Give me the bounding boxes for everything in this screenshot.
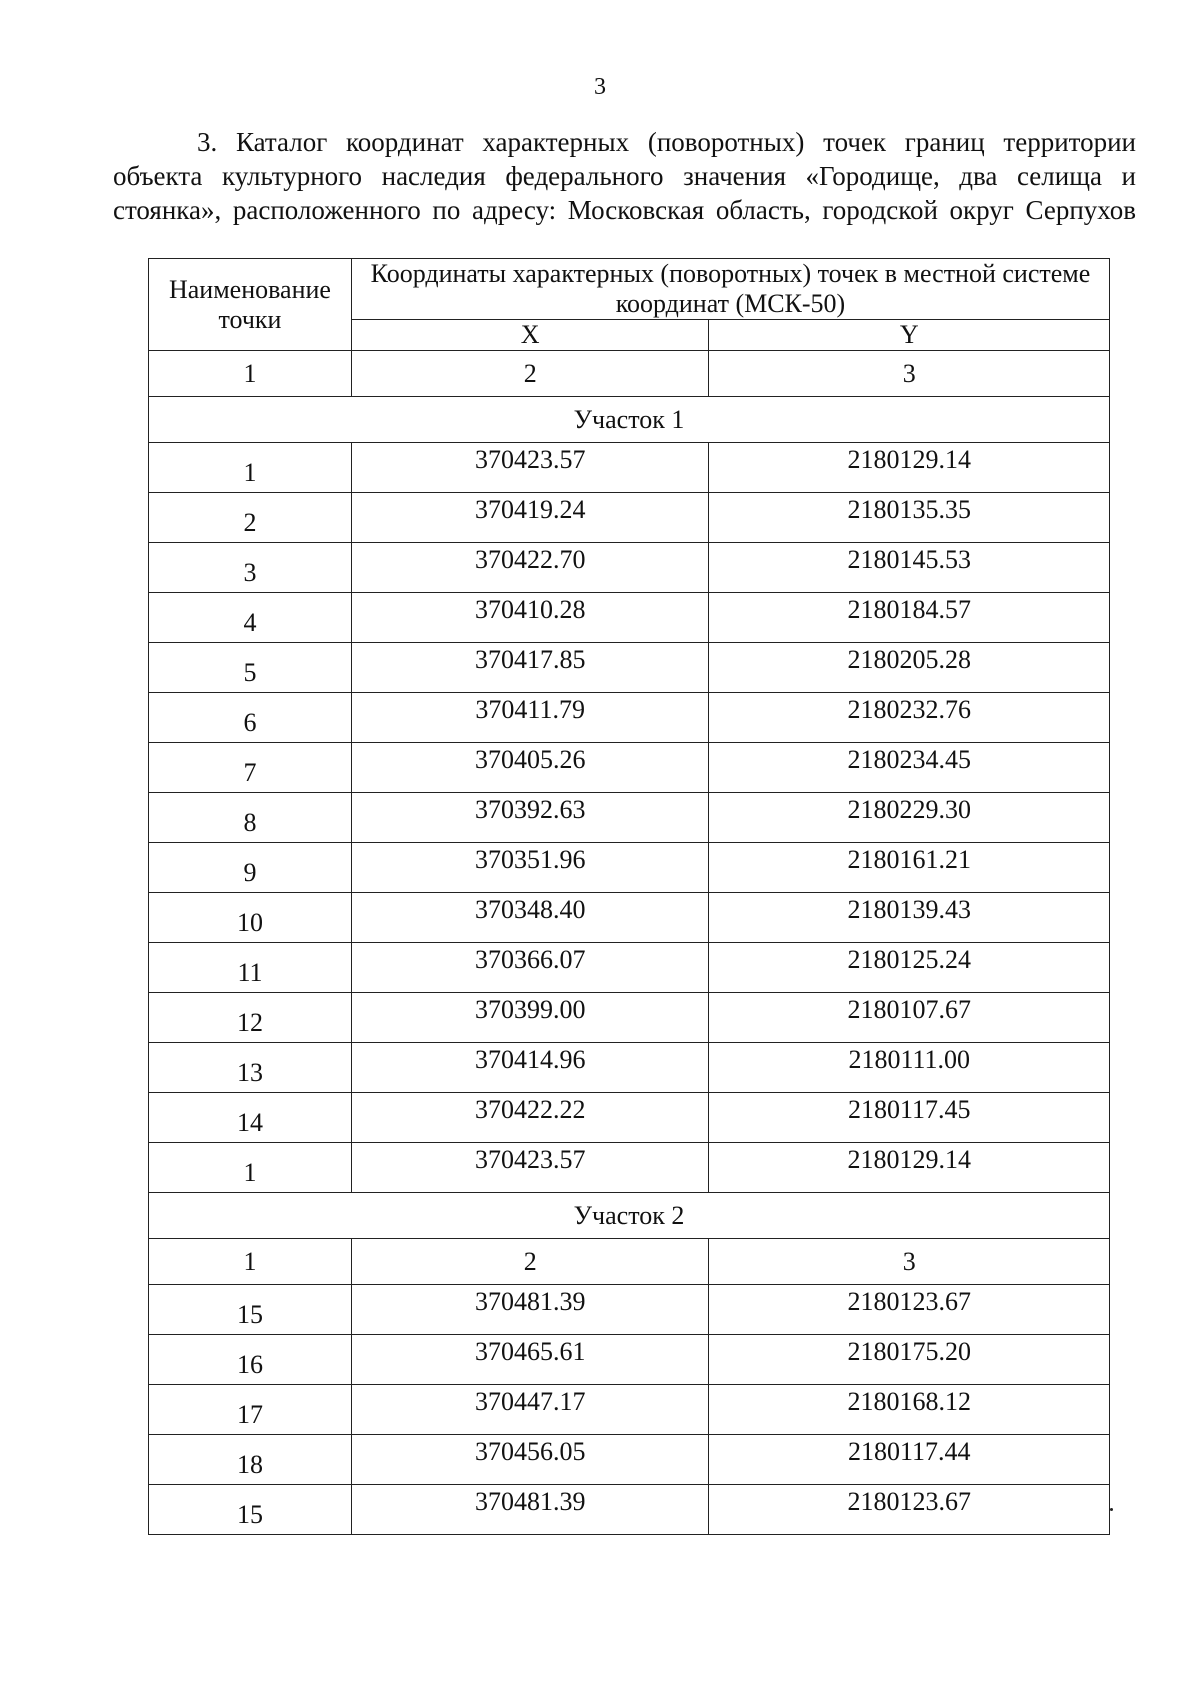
table-row <box>149 443 1110 493</box>
table-row <box>149 643 1110 693</box>
y-coordinate-cell: 2180168.12 <box>709 1385 1110 1435</box>
point-name-cell: 6 <box>149 693 352 743</box>
y-coordinate-cell: 2180184.57 <box>709 593 1110 643</box>
table-row <box>149 843 1110 893</box>
point-name-cell: 18 <box>149 1435 352 1485</box>
point-name-cell: 4 <box>149 593 352 643</box>
x-coordinate-cell: 370392.63 <box>351 793 709 843</box>
page-number: 3 <box>594 74 606 100</box>
y-coordinate-cell: 2180175.20 <box>709 1335 1110 1385</box>
y-coordinate-cell: 2180135.35 <box>709 493 1110 543</box>
y-coordinate-cell: 2180161.21 <box>709 843 1110 893</box>
section-title: Участок 1 <box>149 397 1110 443</box>
x-coordinate-cell: 370414.96 <box>351 1043 709 1093</box>
table-row <box>149 1093 1110 1143</box>
column-number: 3 <box>709 1239 1110 1285</box>
table-row <box>149 493 1110 543</box>
y-coordinate-cell: 2180123.67 <box>709 1485 1110 1535</box>
y-coordinate-cell: 2180125.24 <box>709 943 1110 993</box>
table-row <box>149 1485 1110 1535</box>
column-numbers-row <box>149 351 1110 397</box>
y-coordinate-cell: 2180232.76 <box>709 693 1110 743</box>
y-coordinate-cell: 2180129.14 <box>709 1143 1110 1193</box>
x-coordinate-cell: 370481.39 <box>351 1485 709 1535</box>
table-row <box>149 943 1110 993</box>
point-name-cell: 1 <box>149 1143 352 1193</box>
point-name-cell: 15 <box>149 1485 352 1535</box>
x-coordinate-cell: 370423.57 <box>351 443 709 493</box>
x-coordinate-cell: 370399.00 <box>351 993 709 1043</box>
section-row <box>149 397 1110 443</box>
y-header: Y <box>709 320 1110 351</box>
point-name-cell: 14 <box>149 1093 352 1143</box>
y-coordinate-cell: 2180117.44 <box>709 1435 1110 1485</box>
x-coordinate-cell: 370351.96 <box>351 843 709 893</box>
y-coordinate-cell: 2180205.28 <box>709 643 1110 693</box>
x-coordinate-cell: 370410.28 <box>351 593 709 643</box>
column-number: 3 <box>709 351 1110 397</box>
y-coordinate-cell: 2180117.45 <box>709 1093 1110 1143</box>
column-number: 1 <box>149 1239 352 1285</box>
point-name-cell: 3 <box>149 543 352 593</box>
table-row <box>149 593 1110 643</box>
y-coordinate-cell: 2180129.14 <box>709 443 1110 493</box>
table-row <box>149 1435 1110 1485</box>
x-coordinate-cell: 370423.57 <box>351 1143 709 1193</box>
heading-line-1: 3. Каталог координат характерных (поворотных) точек границ территории <box>197 127 1136 157</box>
y-coordinate-cell: 2180139.43 <box>709 893 1110 943</box>
point-name-cell: 7 <box>149 743 352 793</box>
point-name-cell: 10 <box>149 893 352 943</box>
column-number: 1 <box>149 351 352 397</box>
coordinates-table <box>148 258 1110 1535</box>
table-row <box>149 993 1110 1043</box>
point-name-cell: 1 <box>149 443 352 493</box>
table-row <box>149 1385 1110 1435</box>
catalog-heading <box>113 125 1136 227</box>
section-row <box>149 1193 1110 1239</box>
table-body <box>149 397 1110 1535</box>
column-numbers-row <box>149 1239 1110 1285</box>
x-coordinate-cell: 370411.79 <box>351 693 709 743</box>
y-coordinate-cell: 2180111.00 <box>709 1043 1110 1093</box>
y-coordinate-cell: 2180229.30 <box>709 793 1110 843</box>
table-row <box>149 543 1110 593</box>
point-name-cell: 2 <box>149 493 352 543</box>
x-coordinate-cell: 370422.70 <box>351 543 709 593</box>
y-coordinate-cell: 2180123.67 <box>709 1285 1110 1335</box>
heading-line-3: стоянка», расположенного по адресу: Московская область, городской округ Серпухов <box>113 195 1136 225</box>
x-coordinate-cell: 370348.40 <box>351 893 709 943</box>
y-coordinate-cell: 2180234.45 <box>709 743 1110 793</box>
table-row <box>149 893 1110 943</box>
point-name-cell: 12 <box>149 993 352 1043</box>
heading-line-2: объекта культурного наследия федерального значения «Городище, два селища и <box>113 161 1136 191</box>
x-coordinate-cell: 370366.07 <box>351 943 709 993</box>
table-row <box>149 1043 1110 1093</box>
x-coordinate-cell: 370405.26 <box>351 743 709 793</box>
x-coordinate-cell: 370417.85 <box>351 643 709 693</box>
table-row <box>149 1335 1110 1385</box>
table-row <box>149 1143 1110 1193</box>
coordinates-header: Координаты характерных (поворотных) точек в местной системе координат (МСК-50) <box>351 259 1109 320</box>
table-row <box>149 743 1110 793</box>
column-number: 2 <box>351 1239 709 1285</box>
table-row <box>149 1285 1110 1335</box>
point-name-cell: 16 <box>149 1335 352 1385</box>
point-name-cell: 9 <box>149 843 352 893</box>
x-coordinate-cell: 370422.22 <box>351 1093 709 1143</box>
x-coordinate-cell: 370481.39 <box>351 1285 709 1335</box>
x-coordinate-cell: 370456.05 <box>351 1435 709 1485</box>
x-coordinate-cell: 370447.17 <box>351 1385 709 1435</box>
point-name-cell: 5 <box>149 643 352 693</box>
x-coordinate-cell: 370465.61 <box>351 1335 709 1385</box>
y-coordinate-cell: 2180107.67 <box>709 993 1110 1043</box>
x-header: X <box>351 320 709 351</box>
y-coordinate-cell: 2180145.53 <box>709 543 1110 593</box>
point-name-cell: 13 <box>149 1043 352 1093</box>
table-header <box>149 259 1110 397</box>
table-row <box>149 793 1110 843</box>
column-number: 2 <box>351 351 709 397</box>
point-name-header: Наименование точки <box>149 259 352 351</box>
point-name-cell: 15 <box>149 1285 352 1335</box>
x-coordinate-cell: 370419.24 <box>351 493 709 543</box>
stray-mark <box>1110 1508 1113 1511</box>
section-title: Участок 2 <box>149 1193 1110 1239</box>
point-name-cell: 11 <box>149 943 352 993</box>
point-name-cell: 17 <box>149 1385 352 1435</box>
table-row <box>149 693 1110 743</box>
point-name-cell: 8 <box>149 793 352 843</box>
